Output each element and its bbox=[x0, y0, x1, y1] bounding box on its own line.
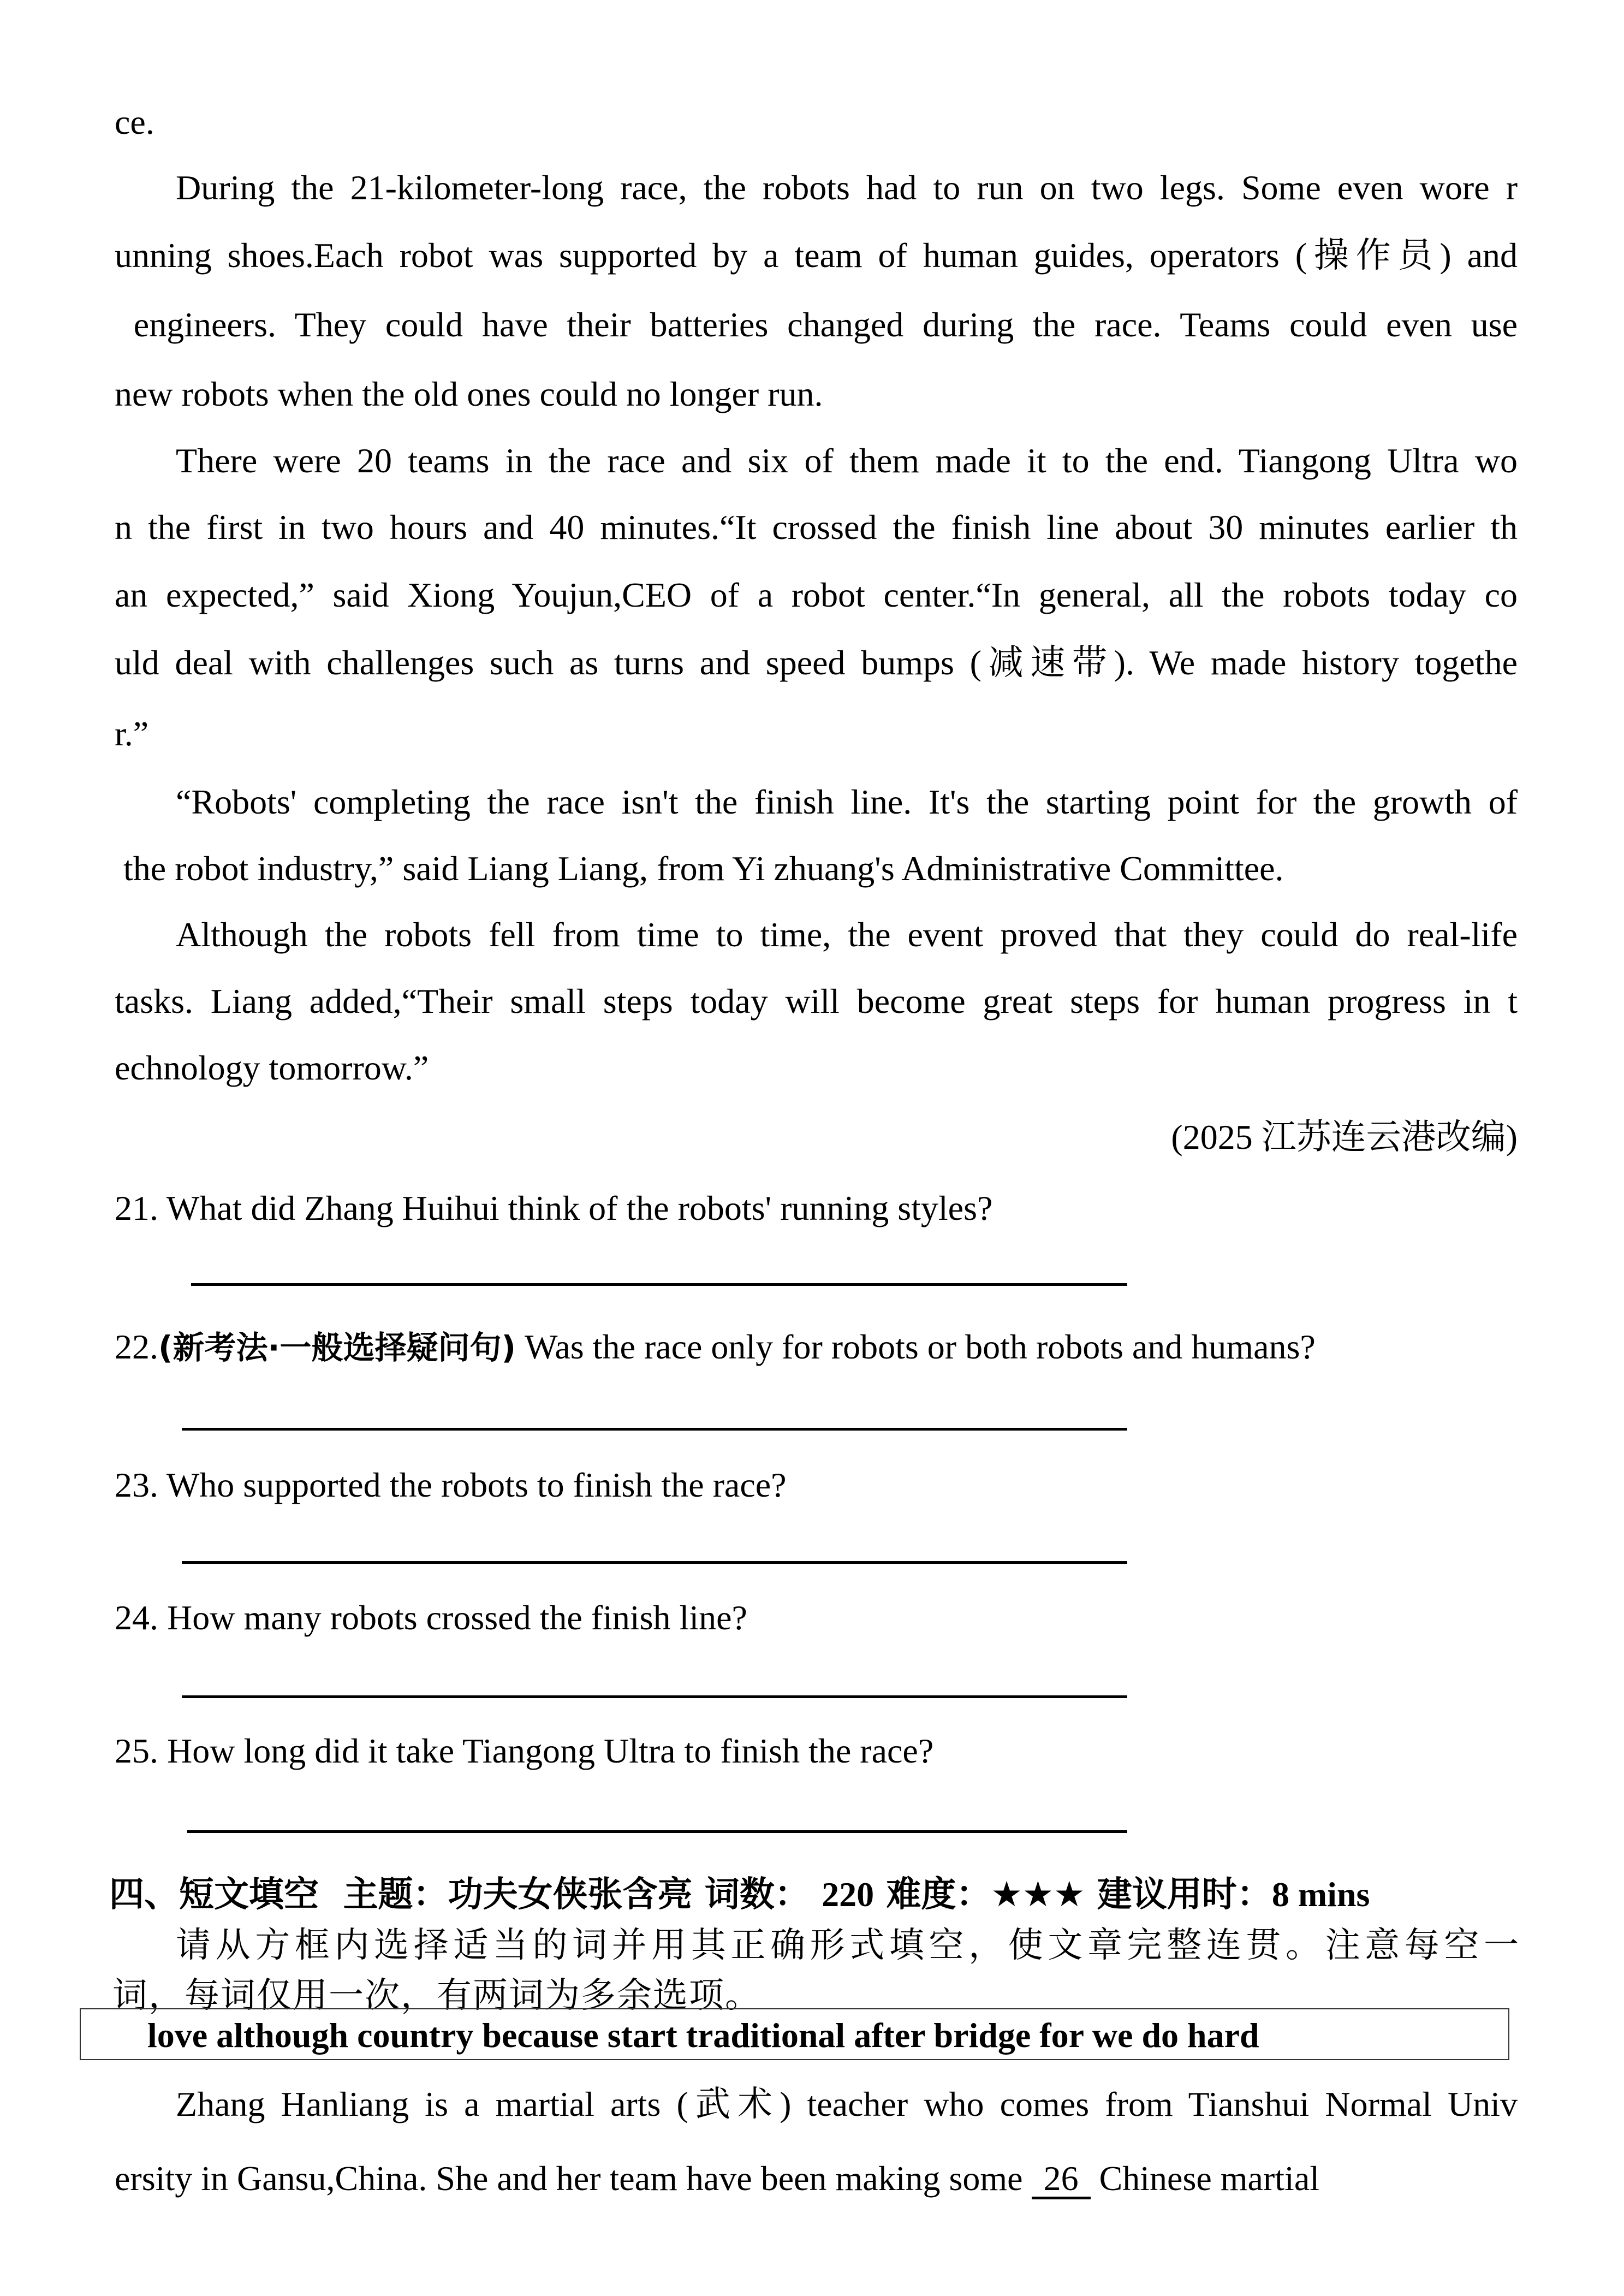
passage-line: “Robots' completing the race isn't the finish line. It's the starting point for the growth of bbox=[176, 782, 1518, 821]
answer-line-23[interactable] bbox=[182, 1561, 1127, 1564]
passage-line: unning shoes.Each robot was supported by a team of human guides, operators (操作员) and bbox=[115, 236, 1518, 275]
question-number: 24. bbox=[115, 1598, 158, 1637]
passage-line: an expected,” said Xiong Youjun,CEO of a robot center.“In general, all the robots today co bbox=[115, 576, 1518, 614]
word-bank: love although country because start traditional after bridge for we do hard bbox=[147, 2016, 1259, 2055]
question-22 bbox=[115, 1324, 1316, 1370]
passage-line: the robot industry,” said Liang Liang, from Yi zhuang's Administrative Committee. bbox=[115, 849, 1284, 888]
word-bank-box bbox=[80, 2008, 1509, 2060]
section-title: 四、短文填空 bbox=[109, 1874, 319, 1915]
question-number: 25. bbox=[115, 1731, 158, 1770]
blank-26[interactable]: 26 bbox=[1032, 2161, 1091, 2199]
difficulty-label: 难度： bbox=[886, 1874, 991, 1915]
cloze-text: Chinese martial bbox=[1090, 2159, 1319, 2198]
instruction-line: 词，每词仅用一次，有两词为多余选项。 bbox=[112, 1975, 761, 2016]
question-25 bbox=[115, 1728, 933, 1774]
time-label: 建议用时： bbox=[1097, 1874, 1272, 1915]
cloze-text: ersity in Gansu,China. She and her team have been making some bbox=[115, 2159, 1032, 2198]
wordcount-label: 词数： bbox=[704, 1874, 810, 1915]
question-number: 23. bbox=[115, 1466, 158, 1504]
passage-source: (2025 江苏连云港改编) bbox=[1171, 1118, 1518, 1156]
question-number: 21. bbox=[115, 1189, 158, 1227]
answer-line-25[interactable] bbox=[187, 1830, 1127, 1833]
question-23 bbox=[115, 1462, 787, 1508]
question-text: How long did it take Tiangong Ultra to finish the race? bbox=[167, 1731, 934, 1770]
passage-line: r.” bbox=[115, 714, 149, 753]
passage-line: echnology tomorrow.” bbox=[115, 1048, 429, 1087]
question-text: What did Zhang Huihui think of the robots' running styles? bbox=[166, 1189, 993, 1227]
answer-line-24[interactable] bbox=[182, 1695, 1127, 1698]
question-tag: (新考法·一般选择疑问句) bbox=[158, 1329, 516, 1366]
answer-line-21[interactable] bbox=[191, 1283, 1127, 1286]
passage-line: uld deal with challenges such as turns and speed bumps (减速带). We made history togethe bbox=[115, 643, 1518, 682]
passage-line: During the 21-kilometer-long race, the robots had to run on two legs. Some even wore r bbox=[176, 168, 1518, 207]
instruction-line: 请从方框内选择适当的词并用其正确形式填空，使文章完整连贯。注意每空一 bbox=[176, 1925, 1519, 1966]
cloze-text-line bbox=[115, 2156, 1518, 2202]
question-text: Was the race only for robots or both robots and humans? bbox=[525, 1327, 1316, 1366]
theme-label: 主题： bbox=[343, 1874, 448, 1915]
answer-line-22[interactable] bbox=[182, 1428, 1127, 1431]
question-text: Who supported the robots to finish the race? bbox=[166, 1466, 787, 1504]
question-21 bbox=[115, 1185, 992, 1231]
passage-line: engineers. They could have their batteries changed during the race. Teams could even use bbox=[115, 305, 1518, 344]
wordcount-value: 220 bbox=[822, 1875, 875, 1914]
passage-line: tasks. Liang added,“Their small steps today will become great steps for human progress in t bbox=[115, 982, 1518, 1021]
passage-line: ce. bbox=[115, 103, 154, 141]
question-number: 22. bbox=[115, 1327, 158, 1366]
difficulty-stars-icon: ★★★ bbox=[991, 1874, 1085, 1915]
passage-line: new robots when the old ones could no longer run. bbox=[115, 375, 823, 413]
passage-line: Although the robots fell from time to time, the event proved that they could do real-life bbox=[176, 915, 1518, 954]
section-header bbox=[109, 1870, 1370, 1919]
question-text: How many robots crossed the finish line? bbox=[167, 1598, 747, 1637]
question-24 bbox=[115, 1595, 747, 1641]
passage-line: n the first in two hours and 40 minutes.“It crossed the finish line about 30 minutes earlier th bbox=[115, 508, 1518, 547]
cloze-text-line: Zhang Hanliang is a martial arts (武术) teacher who comes from Tianshui Normal Univ bbox=[176, 2085, 1518, 2123]
passage-line: There were 20 teams in the race and six of them made it to the end. Tiangong Ultra wo bbox=[176, 441, 1518, 480]
theme-value: 功夫女侠张含亮 bbox=[448, 1874, 693, 1915]
time-value: 8 mins bbox=[1271, 1875, 1370, 1914]
